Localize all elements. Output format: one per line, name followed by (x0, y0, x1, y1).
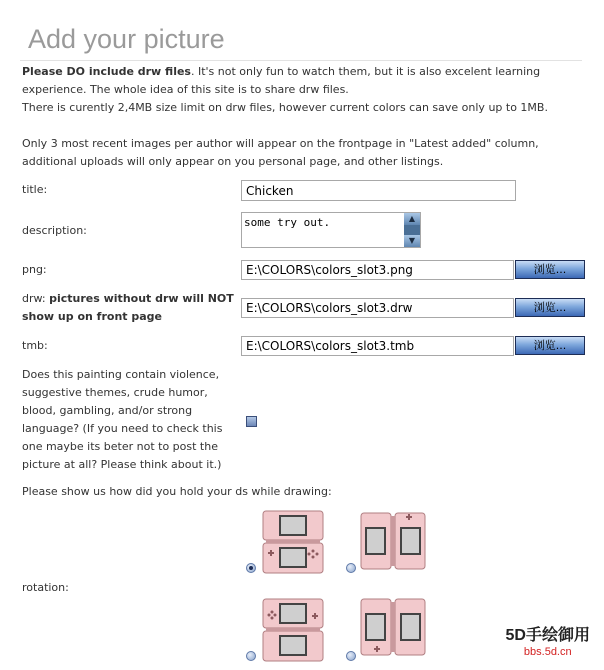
watermark (506, 622, 590, 658)
png-file-input[interactable] (241, 260, 514, 280)
ds-vertical-icon[interactable] (262, 510, 324, 574)
description-textarea[interactable] (241, 212, 421, 248)
title-divider (20, 60, 582, 61)
drw-label: drw: pictures without drw will NOT show up on front page (22, 292, 234, 323)
ds-vertical-rotated-icon[interactable] (262, 598, 324, 662)
ds-prompt: Please show us how did you hold your ds while drawing: (22, 485, 332, 498)
intro-line-5: additional uploads will only appear on you personal page, and other listings. (22, 155, 444, 168)
tmb-label: tmb: (22, 339, 48, 352)
description-value: some try out. (244, 216, 331, 229)
intro-text (22, 63, 582, 171)
drw-browse-button[interactable]: 浏览... (515, 298, 585, 317)
rotation-radio-2[interactable] (346, 563, 356, 573)
intro-line-4: Only 3 most recent images per author will appear on the frontpage in "Latest added" column, (22, 137, 539, 150)
rotation-radio-1[interactable] (246, 563, 256, 573)
tmb-browse-button[interactable]: 浏览... (515, 336, 585, 355)
rotation-radio-4[interactable] (346, 651, 356, 661)
scroll-up-icon[interactable]: ▲ (404, 213, 420, 225)
description-scrollbar[interactable] (404, 213, 420, 247)
rotation-label: rotation: (22, 581, 69, 594)
page-title: Add your picture (28, 24, 225, 54)
description-label: description: (22, 224, 87, 237)
png-browse-button[interactable]: 浏览... (515, 260, 585, 279)
drw-file-input[interactable] (241, 298, 514, 318)
title-label: title: (22, 183, 48, 196)
rotation-radio-3[interactable] (246, 651, 256, 661)
ds-sideways-icon[interactable] (360, 512, 426, 570)
intro-line-3: There is curently 2,4MB size limit on drw files, however current colors can save only up to 1MB. (22, 101, 548, 114)
scroll-down-icon[interactable]: ▼ (404, 235, 420, 247)
intro-line-2: experience. The whole idea of this site is to share drw files. (22, 83, 349, 96)
intro-bold: Please DO include drw files (22, 65, 191, 78)
title-input[interactable] (241, 180, 516, 201)
watermark-url: bbs.5d.cn (523, 646, 572, 658)
violence-question: Does this painting contain violence, suggestive themes, crude humor, blood, gambling, and/or strong language? (If you need to check this one maybe its beter not to post the picture at all? Please think about it.) (22, 368, 223, 471)
ds-sideways-rotated-icon[interactable] (360, 598, 426, 656)
violence-checkbox[interactable] (246, 416, 257, 427)
intro-line-1: Please DO include drw files. It's not only fun to watch them, but it is also excelent learning (22, 65, 541, 78)
tmb-file-input[interactable] (241, 336, 514, 356)
watermark-main: 5D手绘御用 (505, 627, 590, 644)
png-label: png: (22, 263, 47, 276)
